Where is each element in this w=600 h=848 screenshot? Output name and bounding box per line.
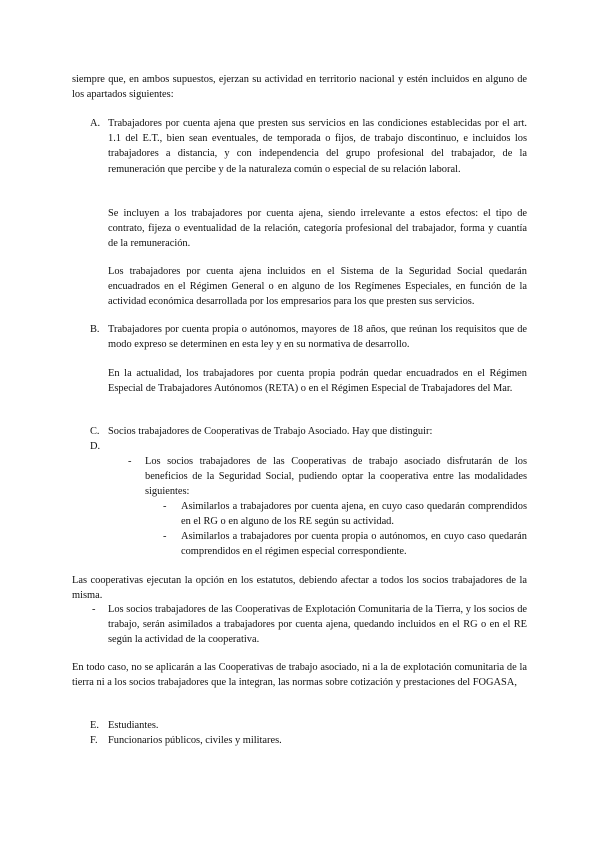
item-f-text: Funcionarios públicos, civiles y militares. — [108, 735, 282, 746]
item-a-paragraph-3: Los trabajadores por cuenta ajena incluidos en el Sistema de la Seguridad Social quedarán encuadrados en el Régimen General o en alguno de los Regímenes Especiales, en función de la actividad económica desarrollada por los empresarios para los que presten sus servicios. — [108, 266, 527, 308]
sub-bullet-dash: - — [163, 531, 167, 542]
list-label-c: C. — [90, 426, 100, 437]
coop-statutes-paragraph: Las cooperativas ejecutan la opción en los estatutos, debiendo afectar a todos los socios trabajadores de la misma. — [72, 575, 527, 602]
bullet-dash: - — [92, 604, 96, 615]
sub-bullet-2-text: Asimilarlos a trabajadores por cuenta propia o autónomos, en cuyo caso quedarán comprendidos en el régimen especial correspondiente. — [181, 531, 527, 558]
item-a-paragraph-1: Trabajadores por cuenta ajena que presten sus servicios en las condiciones establecidas por el art. 1.1 del E.T., bien sean eventuales, de temporada o fijos, de trabajo discontinuo, e incluidos los trabajadores a distancia, y con independencia del grupo profesional del trabajador, de la remuneración que percibe y de la naturaleza común o especial de su relación laboral. — [108, 118, 527, 175]
list-label-b: B. — [90, 324, 100, 335]
item-c-text: Socios trabajadores de Cooperativas de Trabajo Asociado. Hay que distinguir: — [108, 426, 433, 437]
sub-bullet-dash: - — [163, 501, 167, 512]
fogasa-paragraph: En todo caso, no se aplicarán a las Cooperativas de trabajo asociado, ni a la de explotación comunitaria de la tierra ni a los socios trabajadores que la integran, las normas sobre cotización y prestaciones del FOGASA, — [72, 662, 527, 689]
land-bullet-text: Los socios trabajadores de las Cooperativas de Explotación Comunitaria de la Tierra, y los socios de trabajo, serán asimilados a trabajadores por cuenta ajena, quedando incluidos en el RG o en el RE según la actividad de la cooperativa. — [108, 604, 527, 646]
item-b-paragraph-2: En la actualidad, los trabajadores por cuenta propia podrán quedar encuadrados en el Régimen Especial de Trabajadores Autónomos (RETA) o en el Régimen Especial de Trabajadores del Mar. — [108, 368, 527, 395]
list-label-f: F. — [90, 735, 98, 746]
item-e-text: Estudiantes. — [108, 720, 159, 731]
bullet-dash: - — [128, 456, 132, 467]
coop-bullet-text: Los socios trabajadores de las Cooperativas de trabajo asociado disfrutarán de los beneficios de la Seguridad Social, pudiendo optar la cooperativa entre las modalidades siguientes: — [145, 456, 527, 498]
list-label-d: D. — [90, 441, 101, 452]
item-b-paragraph-1: Trabajadores por cuenta propia o autónomos, mayores de 18 años, que reúnan los requisitos que de modo expreso se determinen en esta ley y en su normativa de desarrollo. — [108, 324, 527, 351]
intro-paragraph: siempre que, en ambos supuestos, ejerzan su actividad en territorio nacional y estén incluidos en alguno de los apartados siguientes: — [72, 74, 527, 101]
sub-bullet-1-text: Asimilarlos a trabajadores por cuenta ajena, en cuyo caso quedarán comprendidos en el RG o en alguno de los RE según su actividad. — [181, 501, 527, 528]
list-label-a: A. — [90, 118, 101, 129]
list-label-e: E. — [90, 720, 99, 731]
item-a-paragraph-2: Se incluyen a los trabajadores por cuenta ajena, siendo irrelevante a estos efectos: el tipo de contrato, fijeza o eventualidad de la relación, categoría profesional del trabajador, forma y cuantía de la remuneración. — [108, 208, 527, 250]
